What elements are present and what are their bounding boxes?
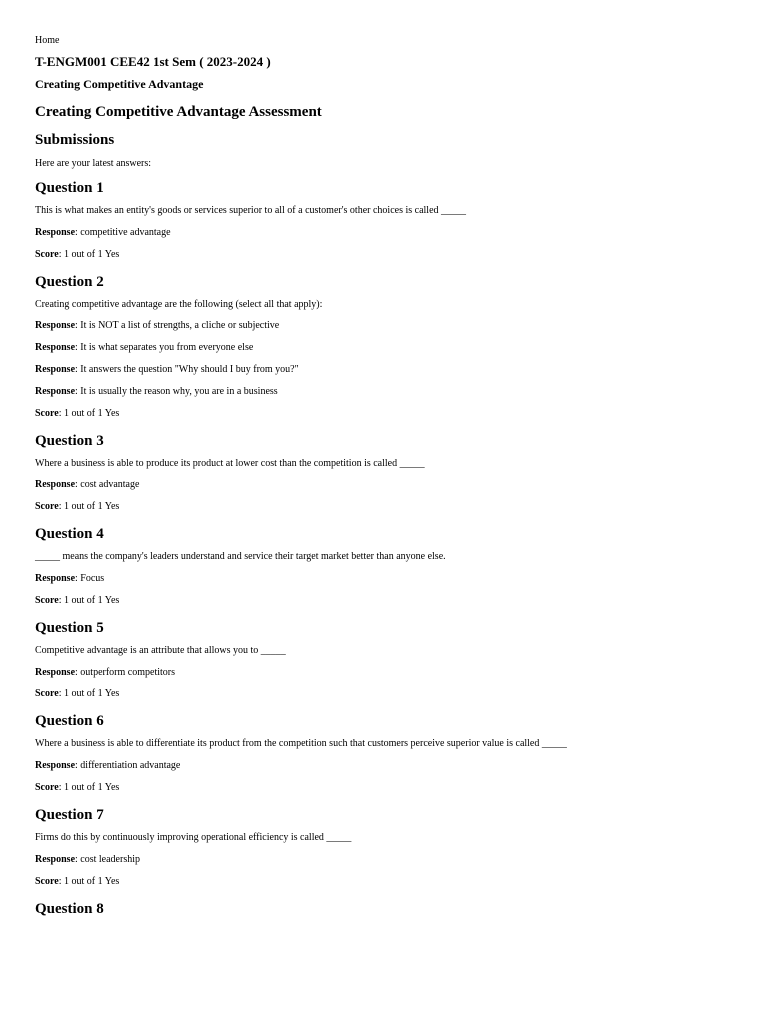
question-6 <box>35 710 733 795</box>
response-label: Response <box>35 320 76 332</box>
response-label: Response <box>35 666 76 678</box>
score-line: Score: 1 out of 1 Yes <box>35 781 120 793</box>
score-value: 1 out of 1 Yes <box>63 248 120 260</box>
score-line: Score: 1 out of 1 Yes <box>35 248 120 260</box>
home-link[interactable]: Home <box>35 35 60 46</box>
course-title: T-ENGM001 CEE42 1st Sem ( 2023-2024 ) <box>35 54 271 69</box>
question-text: Creating competitive advantage are the following (select all that apply): <box>35 298 323 310</box>
question-heading: Question 6 <box>35 713 104 730</box>
response-line: Response: differentiation advantage <box>35 760 181 772</box>
score-line: Score: 1 out of 1 Yes <box>35 501 120 513</box>
response-line: Response: It answers the question "Why should I buy from you?" <box>35 363 299 375</box>
response-line: Response: It is NOT a list of strengths, a cliche or subjective <box>35 320 280 332</box>
response-line: Response: It is what separates you from everyone else <box>35 342 254 354</box>
response-line: Response: It is usually the reason why, you are in a business <box>35 385 278 397</box>
response-value: differentiation advantage <box>80 760 181 772</box>
question-text: Where a business is able to differentiate its product from the competition such that customers perceive superior value is called _____ <box>35 738 567 750</box>
response-label: Response <box>35 342 76 354</box>
question-text: Competitive advantage is an attribute that allows you to _____ <box>35 644 286 656</box>
response-value: It is what separates you from everyone else <box>80 342 254 354</box>
score-line: Score: 1 out of 1 Yes <box>35 407 120 419</box>
question-7 <box>35 804 733 889</box>
question-4 <box>35 523 733 608</box>
response-value: It is usually the reason why, you are in a business <box>80 385 278 397</box>
score-label: Score <box>35 594 59 606</box>
score-value: 1 out of 1 Yes <box>63 501 120 513</box>
response-value: It is NOT a list of strengths, a cliche or subjective <box>80 320 280 332</box>
question-1 <box>35 177 733 262</box>
response-value: outperform competitors <box>80 666 175 678</box>
question-heading: Question 3 <box>35 432 104 449</box>
submissions-title: Submissions <box>35 132 115 148</box>
score-label: Score <box>35 248 59 260</box>
score-line: Score: 1 out of 1 Yes <box>35 594 120 606</box>
score-value: 1 out of 1 Yes <box>63 781 120 793</box>
question-text: Firms do this by continuously improving operational efficiency is called _____ <box>35 831 352 843</box>
question-text: Where a business is able to produce its product at lower cost than the competition is called _____ <box>35 457 425 469</box>
score-line: Score: 1 out of 1 Yes <box>35 688 120 700</box>
response-label: Response <box>35 572 76 584</box>
response-label: Response <box>35 760 76 772</box>
response-line: Response: cost advantage <box>35 479 140 491</box>
response-line: Response: competitive advantage <box>35 226 171 238</box>
question-8 <box>35 898 733 920</box>
question-heading: Question 7 <box>35 806 104 823</box>
score-label: Score <box>35 875 59 887</box>
response-value: It answers the question "Why should I buy from you?" <box>80 363 299 375</box>
response-label: Response <box>35 363 76 375</box>
response-label: Response <box>35 385 76 397</box>
score-value: 1 out of 1 Yes <box>63 594 120 606</box>
response-value: competitive advantage <box>80 226 171 238</box>
question-heading: Question 8 <box>35 900 104 917</box>
response-line: Response: Focus <box>35 572 105 584</box>
question-heading: Question 1 <box>35 180 104 196</box>
question-heading: Question 5 <box>35 619 104 636</box>
response-value: Focus <box>80 572 105 584</box>
score-value: 1 out of 1 Yes <box>63 688 120 700</box>
response-value: cost leadership <box>80 853 140 865</box>
submissions-intro: Here are your latest answers: <box>35 158 152 169</box>
score-label: Score <box>35 407 59 419</box>
score-label: Score <box>35 688 59 700</box>
response-value: cost advantage <box>80 479 140 491</box>
response-label: Response <box>35 226 76 238</box>
response-line: Response: outperform competitors <box>35 666 175 678</box>
assessment-title: Creating Competitive Advantage Assessment <box>35 104 322 120</box>
score-line: Score: 1 out of 1 Yes <box>35 875 120 887</box>
module-title: Creating Competitive Advantage <box>35 77 204 91</box>
question-3 <box>35 430 733 515</box>
question-heading: Question 2 <box>35 273 104 290</box>
question-5 <box>35 617 733 702</box>
question-text: _____ means the company's leaders understand and service their target market better than anyone else. <box>35 551 446 563</box>
score-label: Score <box>35 781 59 793</box>
question-text: This is what makes an entity's goods or services superior to all of a customer's other choices is called _____ <box>35 205 467 216</box>
response-line: Response: cost leadership <box>35 853 140 865</box>
question-2 <box>35 271 733 421</box>
question-heading: Question 4 <box>35 526 104 543</box>
response-label: Response <box>35 479 76 491</box>
score-value: 1 out of 1 Yes <box>63 875 120 887</box>
score-value: 1 out of 1 Yes <box>63 407 120 419</box>
response-label: Response <box>35 853 76 865</box>
score-label: Score <box>35 501 59 513</box>
